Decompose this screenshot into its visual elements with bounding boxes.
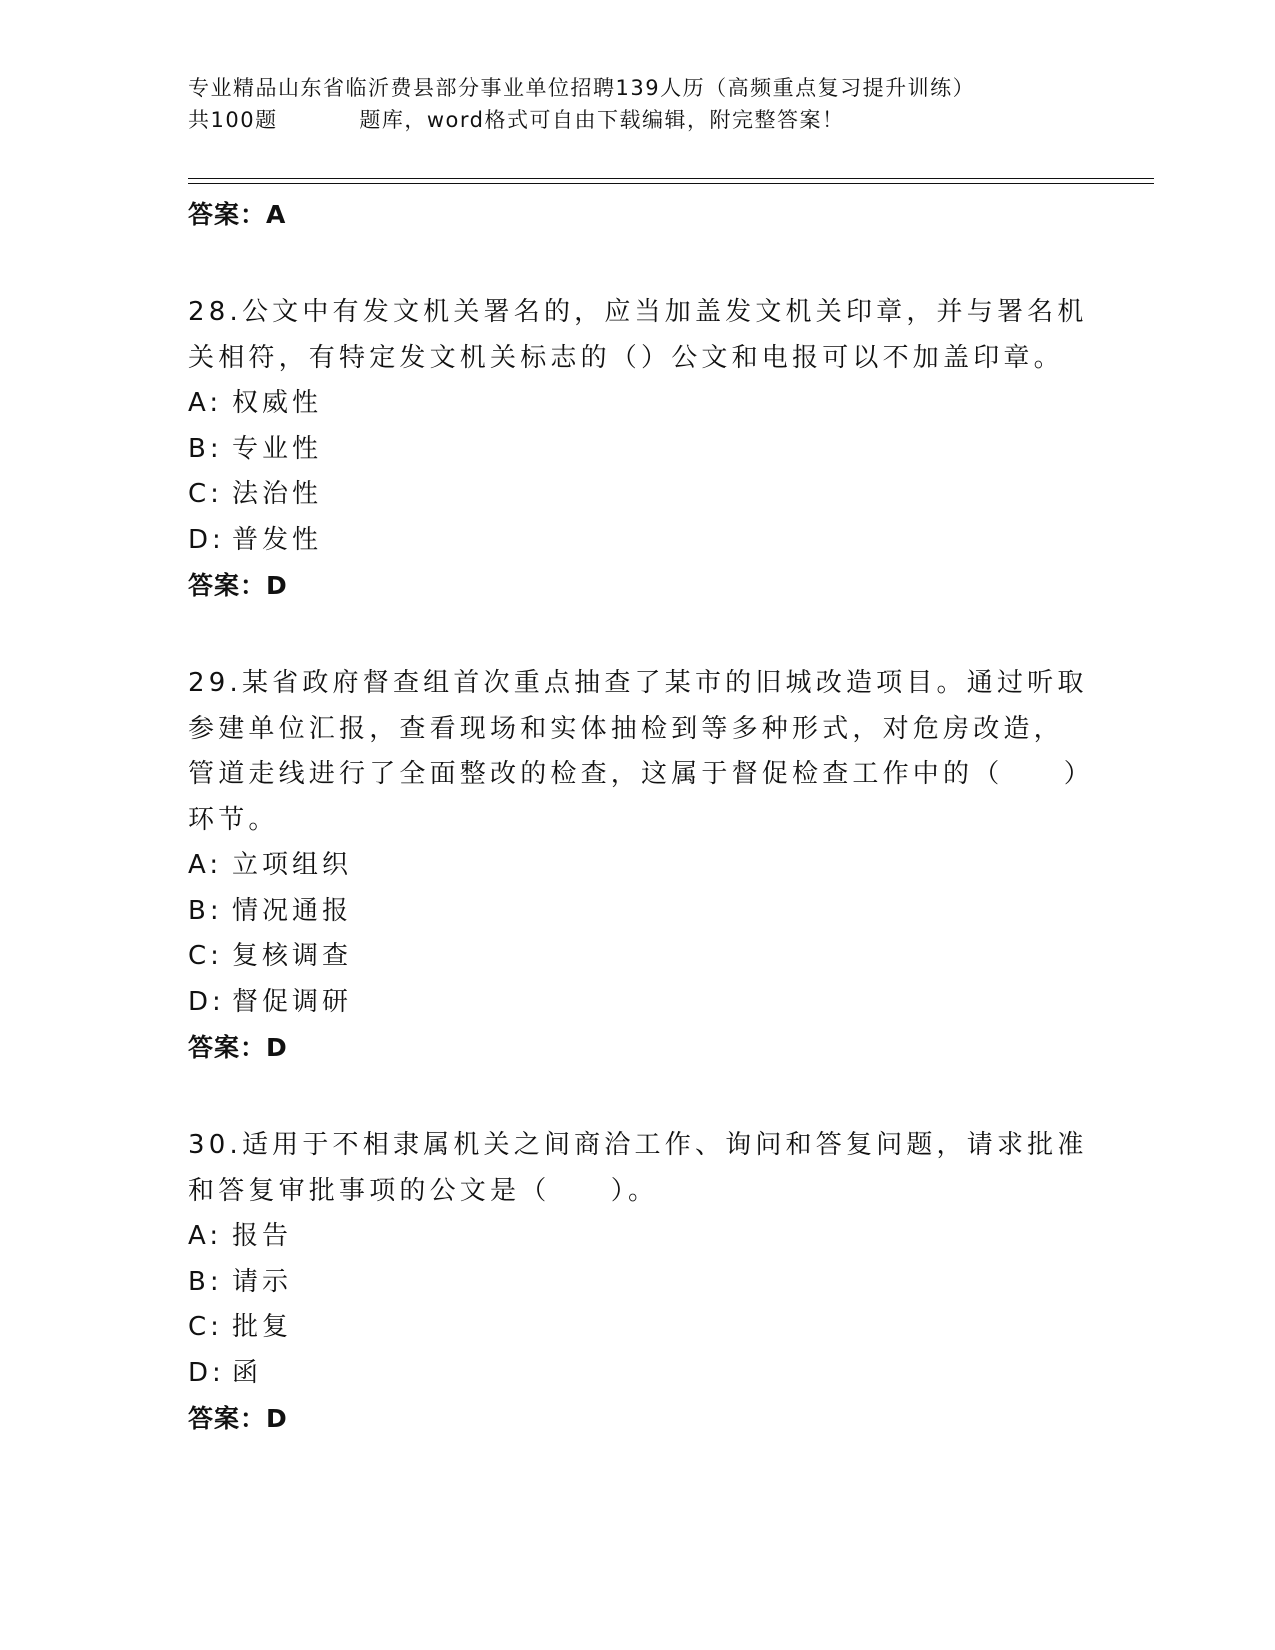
option-text: 普发性 [232,524,323,555]
option-key: B: [188,1266,223,1297]
option-text: 请示 [232,1266,293,1297]
option-text: 复核调查 [232,941,353,971]
option-text: 立项组织 [232,850,353,880]
option-a [188,381,1088,427]
option-text: 情况通报 [232,895,353,926]
option-key: C: [188,1312,223,1342]
option-d [188,1351,1088,1397]
question-28 [188,290,1088,609]
header-title: 专业精品山东省临沂费县部分事业单位招聘139人历（高频重点复习提升训练） [188,76,976,100]
option-key: D: [188,986,225,1017]
option-a [188,1214,1088,1260]
option-b [188,427,1088,473]
question-29 [188,661,1088,1071]
option-key: B: [188,433,223,464]
option-text: 专业性 [232,433,323,464]
option-c [188,1305,1088,1351]
header-divider-bottom [188,183,1154,184]
option-b [188,1260,1088,1306]
option-b [188,889,1088,935]
option-key: B: [188,895,223,926]
header-subtitle: 共100题 题库，word格式可自由下载编辑，附完整答案！ [188,108,845,132]
option-a [188,843,1088,889]
answer-line: 答案：D [188,1404,288,1433]
option-key: D: [188,1357,225,1388]
question-text: 30.适用于不相隶属机关之间商洽工作、询问和答复问题，请求批准和答复审批事项的公文是（ ）。 [188,1130,1088,1206]
option-text: 权威性 [232,388,323,418]
option-text: 法治性 [232,479,323,509]
option-key: C: [188,479,223,509]
question-30 [188,1123,1088,1442]
question-text: 29.某省政府督查组首次重点抽查了某市的旧城改造项目。通过听取参建单位汇报，查看现场和实体抽检到等多种形式，对危房改造，管道走线进行了全面整改的检查，这属于督促检查工作中的（ ）环节。 [188,668,1088,835]
document-header [188,72,1088,136]
document-body [188,188,1088,1442]
option-d [188,980,1088,1026]
option-c [188,472,1088,518]
answer-line: 答案：D [188,571,288,600]
question-text: 28.公文中有发文机关署名的，应当加盖发文机关印章，并与署名机关相符，有特定发文机关标志的（）公文和电报可以不加盖印章。 [188,297,1088,373]
option-c [188,934,1088,980]
header-divider-top [188,178,1154,179]
option-text: 函 [232,1357,263,1388]
answer-line: 答案：D [188,1033,288,1062]
previous-answer: 答案：A [188,200,287,229]
option-key: A: [188,1221,223,1251]
option-key: A: [188,850,223,880]
option-text: 报告 [232,1221,293,1251]
option-d [188,518,1088,564]
option-text: 督促调研 [232,986,353,1017]
option-text: 批复 [232,1312,293,1342]
option-key: C: [188,941,223,971]
option-key: D: [188,524,225,555]
option-key: A: [188,388,223,418]
